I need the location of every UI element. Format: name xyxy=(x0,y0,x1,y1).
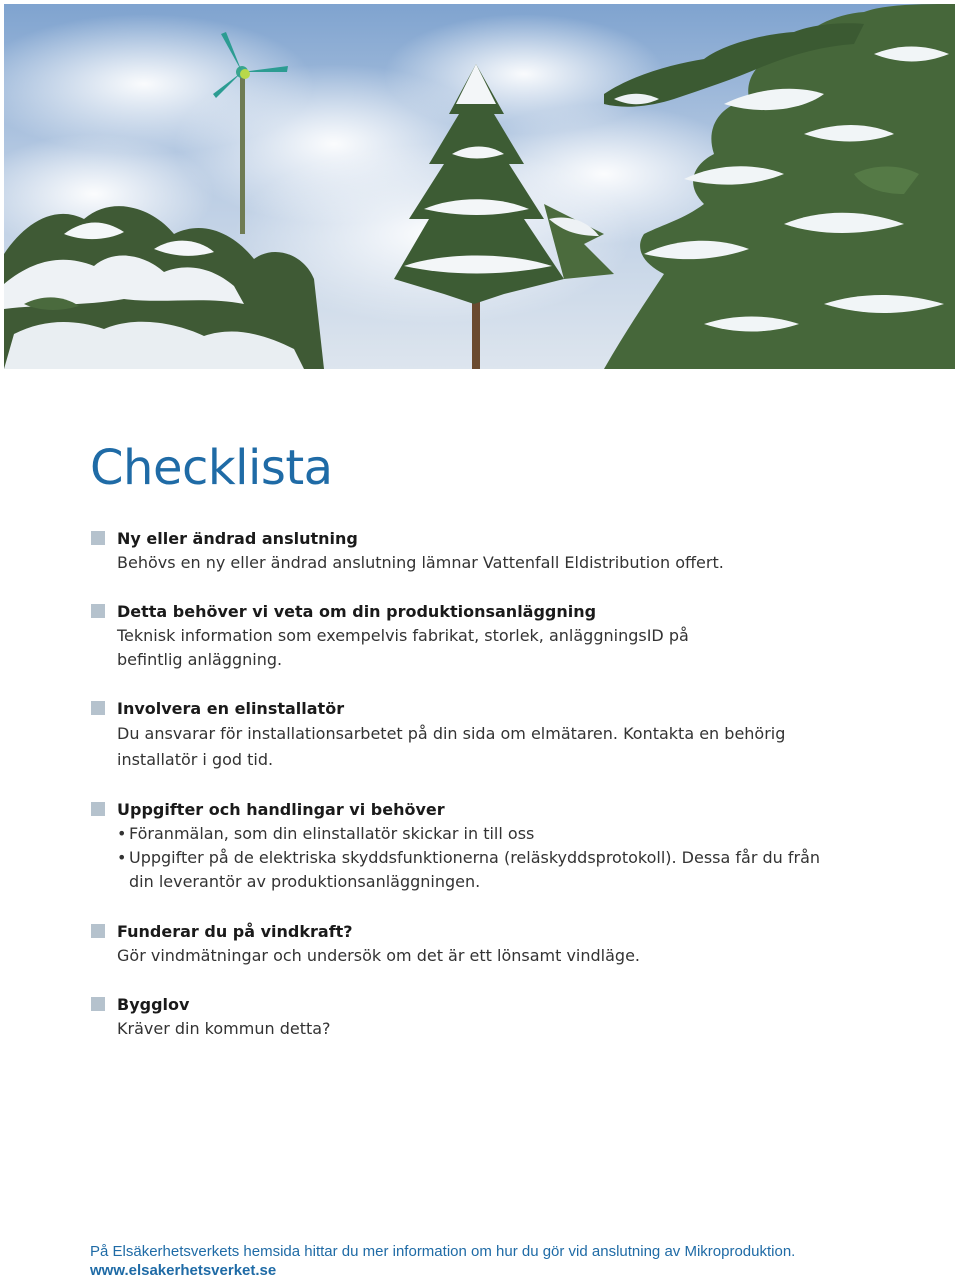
checklist-text: Du ansvarar för installationsarbetet på din sida om elmätaren. Kontakta en behörig installatör i god tid. xyxy=(117,724,786,769)
checklist-item xyxy=(91,697,871,773)
checklist-item xyxy=(91,527,871,575)
sub-list xyxy=(117,822,871,894)
checklist-heading: Detta behöver vi veta om din produktionsanläggning xyxy=(117,602,597,621)
checklist-text: Behövs en ny eller ändrad anslutning lämnar Vattenfall Eldistribution offert. xyxy=(117,553,724,572)
dot-bullet-icon: • xyxy=(117,824,127,843)
footer-link[interactable]: www.elsakerhetsverket.se xyxy=(90,1262,277,1279)
square-bullet-icon xyxy=(91,924,105,938)
sub-list-text: Föranmälan, som din elinstallatör skickar in till oss xyxy=(129,824,535,843)
sub-list-item xyxy=(117,822,871,846)
checklist-heading: Uppgifter och handlingar vi behöver xyxy=(117,800,445,819)
square-bullet-icon xyxy=(91,802,105,816)
square-bullet-icon xyxy=(91,531,105,545)
footer-text: På Elsäkerhetsverkets hemsida hittar du mer information om hur du gör vid anslutning av Mikroproduktion. xyxy=(90,1243,796,1260)
square-bullet-icon xyxy=(91,604,105,618)
square-bullet-icon xyxy=(91,701,105,715)
checklist-item xyxy=(91,600,871,672)
checklist-item xyxy=(91,798,871,894)
dot-bullet-icon: • xyxy=(117,848,127,867)
checklist xyxy=(91,527,871,1041)
hero-photo xyxy=(4,4,955,369)
checklist-text: Kräver din kommun detta? xyxy=(117,1019,331,1038)
square-bullet-icon xyxy=(91,997,105,1011)
page-title: Checklista xyxy=(90,440,333,496)
sub-list-item xyxy=(117,846,849,894)
checklist-item xyxy=(91,993,871,1041)
sub-list-text: Uppgifter på de elektriska skyddsfunktionerna (reläskyddsprotokoll). Dessa får du från din leverantör av produktionsanläggningen. xyxy=(129,848,821,891)
checklist-heading: Funderar du på vindkraft? xyxy=(117,922,353,941)
checklist-text: Gör vindmätningar och undersök om det är ett lönsamt vindläge. xyxy=(117,946,640,965)
hero-illustration xyxy=(4,4,955,369)
checklist-heading: Involvera en elinstallatör xyxy=(117,699,345,718)
checklist-heading: Ny eller ändrad anslutning xyxy=(117,529,358,548)
checklist-text: Teknisk information som exempelvis fabrikat, storlek, anläggningsID på befintlig anläggning. xyxy=(117,626,689,669)
checklist-heading: Bygglov xyxy=(117,995,190,1014)
checklist-item xyxy=(91,920,871,968)
footer xyxy=(90,1242,795,1280)
